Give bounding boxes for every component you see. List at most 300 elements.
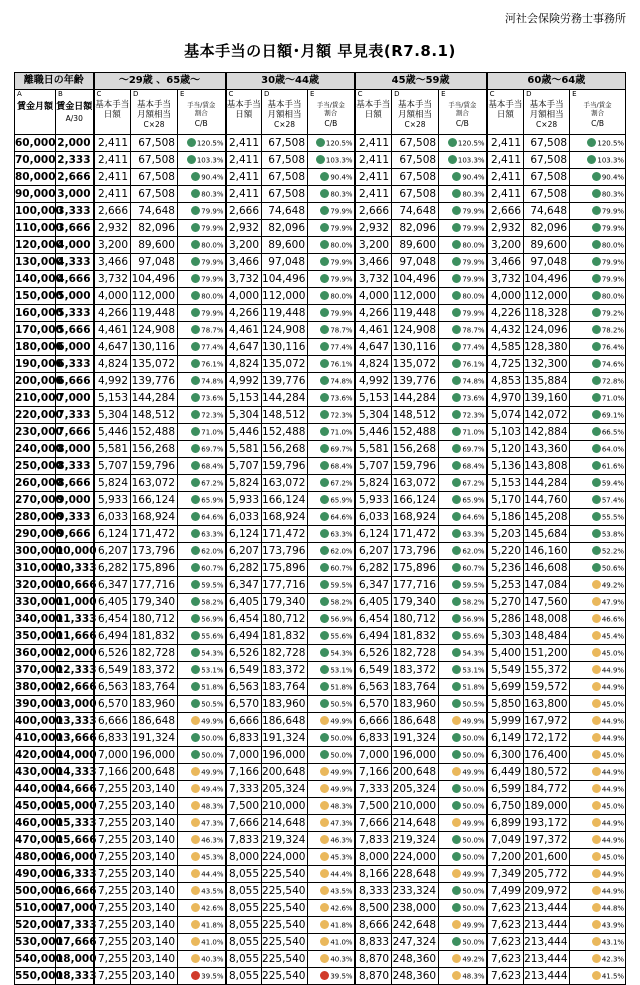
benefit-ratio-cell <box>308 747 355 764</box>
benefit-ratio-cell <box>308 798 355 815</box>
wage-daily: 15,333 <box>56 815 94 832</box>
status-dot-icon <box>320 716 329 725</box>
benefit-ratio-cell <box>178 237 226 254</box>
benefit-monthly: 142,072 <box>524 407 570 424</box>
benefit-ratio-cell <box>308 951 355 968</box>
wage-monthly: 550,000 <box>15 968 56 985</box>
status-dot-icon <box>320 954 329 963</box>
benefit-ratio: 50.0% <box>201 734 224 742</box>
wage-daily: 17,000 <box>56 900 94 917</box>
benefit-ratio: 50.5% <box>201 700 224 708</box>
status-dot-icon <box>191 359 200 368</box>
table-row <box>15 560 626 577</box>
benefit-monthly: 166,124 <box>392 492 439 509</box>
benefit-ratio-cell <box>178 220 226 237</box>
benefit-ratio: 48.3% <box>330 802 353 810</box>
benefit-ratio: 59.5% <box>201 581 224 589</box>
benefit-ratio: 64.6% <box>330 513 353 521</box>
benefit-daily: 7,833 <box>226 832 262 849</box>
benefit-monthly: 181,832 <box>392 628 439 645</box>
benefit-daily: 8,055 <box>226 900 262 917</box>
col-label: 手当/賃金 <box>316 101 345 109</box>
status-dot-icon <box>592 580 601 589</box>
benefit-monthly: 97,048 <box>524 254 570 271</box>
benefit-daily: 5,824 <box>94 475 131 492</box>
benefit-ratio-cell <box>178 815 226 832</box>
benefit-ratio-cell <box>308 390 355 407</box>
wage-monthly: 300,000 <box>15 543 56 560</box>
col-label: 基本手当 <box>529 100 564 110</box>
benefit-ratio-cell <box>570 186 626 203</box>
benefit-monthly: 205,324 <box>262 781 308 798</box>
benefit-ratio: 40.3% <box>330 955 353 963</box>
status-dot-icon <box>320 835 329 844</box>
benefit-ratio-cell <box>308 628 355 645</box>
benefit-ratio-cell <box>439 577 487 594</box>
benefit-ratio-cell <box>308 441 355 458</box>
benefit-daily: 5,136 <box>487 458 524 475</box>
status-dot-icon <box>592 903 601 912</box>
benefit-ratio-cell <box>308 373 355 390</box>
benefit-ratio-cell <box>570 781 626 798</box>
benefit-daily: 2,411 <box>487 169 524 186</box>
benefit-ratio-cell <box>570 305 626 322</box>
status-dot-icon <box>320 597 329 606</box>
benefit-ratio-cell <box>570 628 626 645</box>
benefit-monthly: 144,284 <box>131 390 178 407</box>
benefit-ratio: 41.0% <box>201 938 224 946</box>
status-dot-icon <box>320 818 329 827</box>
benefit-ratio-cell <box>570 798 626 815</box>
status-dot-icon <box>191 478 200 487</box>
status-dot-icon <box>452 495 461 504</box>
wage-monthly: 90,000 <box>15 186 56 203</box>
benefit-monthly: 203,140 <box>131 781 178 798</box>
benefit-ratio: 39.5% <box>330 972 353 980</box>
status-dot-icon <box>191 223 200 232</box>
status-dot-icon <box>191 818 200 827</box>
benefit-monthly: 67,508 <box>262 152 308 169</box>
benefit-daily: 5,186 <box>487 509 524 526</box>
wage-monthly: 540,000 <box>15 951 56 968</box>
benefit-ratio: 79.9% <box>601 224 625 232</box>
benefit-monthly: 148,008 <box>524 611 570 628</box>
benefit-monthly: 183,764 <box>131 679 178 696</box>
benefit-ratio: 43.1% <box>601 938 625 946</box>
col-label: 日額 <box>103 110 121 120</box>
benefit-ratio-cell <box>439 781 487 798</box>
benefit-ratio: 48.3% <box>201 802 224 810</box>
benefit-daily: 6,149 <box>487 730 524 747</box>
benefit-ratio: 80.0% <box>201 292 224 300</box>
status-dot-icon <box>452 359 461 368</box>
benefit-ratio: 60.7% <box>330 564 353 572</box>
status-dot-icon <box>191 631 200 640</box>
benefit-daily: 6,563 <box>94 679 131 696</box>
benefit-daily: 2,932 <box>487 220 524 237</box>
benefit-monthly: 124,908 <box>131 322 178 339</box>
benefit-daily: 4,000 <box>355 288 392 305</box>
benefit-ratio: 78.2% <box>601 326 625 334</box>
benefit-ratio-cell <box>308 866 355 883</box>
status-dot-icon <box>452 920 461 929</box>
benefit-ratio: 120.5% <box>325 139 353 147</box>
benefit-ratio: 46.6% <box>601 615 625 623</box>
benefit-monthly: 74,648 <box>392 203 439 220</box>
status-dot-icon <box>191 614 200 623</box>
status-dot-icon <box>452 716 461 725</box>
wage-daily: 18,000 <box>56 951 94 968</box>
benefit-ratio: 49.9% <box>201 717 224 725</box>
benefit-ratio-cell <box>178 611 226 628</box>
benefit-monthly: 203,140 <box>131 917 178 934</box>
benefit-daily: 5,824 <box>226 475 262 492</box>
benefit-ratio: 77.4% <box>330 343 353 351</box>
status-dot-icon <box>592 835 601 844</box>
benefit-ratio: 57.4% <box>601 496 625 504</box>
benefit-ratio: 66.5% <box>601 428 625 436</box>
benefit-ratio: 59.5% <box>462 581 485 589</box>
benefit-ratio-cell <box>308 220 355 237</box>
benefit-monthly: 145,684 <box>524 526 570 543</box>
col-letter: C <box>228 90 234 98</box>
benefit-daily: 5,581 <box>94 441 131 458</box>
wage-daily: 14,666 <box>56 781 94 798</box>
status-dot-icon <box>320 308 329 317</box>
status-dot-icon <box>191 835 200 844</box>
benefit-ratio: 49.9% <box>201 768 224 776</box>
status-dot-icon <box>191 665 200 674</box>
status-dot-icon <box>592 308 601 317</box>
benefit-daily: 6,454 <box>94 611 131 628</box>
benefit-ratio: 79.9% <box>330 258 353 266</box>
benefit-ratio-cell <box>570 220 626 237</box>
status-dot-icon <box>191 291 200 300</box>
benefit-ratio: 79.9% <box>601 275 625 283</box>
benefit-daily: 7,000 <box>94 747 131 764</box>
benefit-monthly: 143,808 <box>524 458 570 475</box>
benefit-daily: 5,153 <box>94 390 131 407</box>
status-dot-icon <box>592 818 601 827</box>
benefit-ratio-cell <box>570 339 626 356</box>
benefit-monthly: 183,960 <box>262 696 308 713</box>
table-row <box>15 356 626 373</box>
wage-daily: 18,333 <box>56 968 94 985</box>
benefit-monthly: 173,796 <box>392 543 439 560</box>
benefit-ratio-cell <box>570 934 626 951</box>
benefit-ratio-cell <box>570 152 626 169</box>
benefit-ratio-cell <box>178 866 226 883</box>
benefit-ratio-cell <box>439 900 487 917</box>
benefit-table <box>14 72 626 985</box>
wage-daily: 9,333 <box>56 509 94 526</box>
benefit-monthly: 143,360 <box>524 441 570 458</box>
wage-monthly: 390,000 <box>15 696 56 713</box>
benefit-daily: 8,870 <box>355 951 392 968</box>
benefit-monthly: 119,448 <box>392 305 439 322</box>
benefit-daily: 2,411 <box>226 152 262 169</box>
status-dot-icon <box>191 954 200 963</box>
status-dot-icon <box>452 308 461 317</box>
benefit-daily: 4,432 <box>487 322 524 339</box>
benefit-ratio-cell <box>439 441 487 458</box>
col-c-header <box>226 90 262 135</box>
benefit-daily: 6,549 <box>226 662 262 679</box>
status-dot-icon <box>191 172 200 181</box>
benefit-ratio: 80.3% <box>462 190 485 198</box>
benefit-daily: 6,599 <box>487 781 524 798</box>
status-dot-icon <box>320 903 329 912</box>
wage-monthly: 190,000 <box>15 356 56 373</box>
benefit-ratio: 44.4% <box>330 870 353 878</box>
benefit-ratio: 44.9% <box>601 666 625 674</box>
benefit-ratio-cell <box>570 288 626 305</box>
benefit-monthly: 156,268 <box>392 441 439 458</box>
table-row <box>15 288 626 305</box>
benefit-ratio: 43.5% <box>330 887 353 895</box>
benefit-ratio: 42.6% <box>201 904 224 912</box>
benefit-ratio: 80.0% <box>462 241 485 249</box>
benefit-monthly: 183,960 <box>392 696 439 713</box>
benefit-ratio: 74.8% <box>330 377 353 385</box>
benefit-daily: 6,124 <box>226 526 262 543</box>
benefit-daily: 6,494 <box>94 628 131 645</box>
benefit-daily: 4,824 <box>226 356 262 373</box>
benefit-monthly: 74,648 <box>131 203 178 220</box>
status-dot-icon <box>191 529 200 538</box>
status-dot-icon <box>191 699 200 708</box>
benefit-daily: 7,623 <box>487 968 524 985</box>
benefit-ratio: 90.4% <box>201 173 224 181</box>
benefit-ratio: 72.8% <box>601 377 625 385</box>
benefit-daily: 3,466 <box>355 254 392 271</box>
benefit-ratio: 67.2% <box>201 479 224 487</box>
benefit-daily: 7,833 <box>355 832 392 849</box>
benefit-monthly: 186,648 <box>392 713 439 730</box>
benefit-daily: 3,732 <box>226 271 262 288</box>
benefit-daily: 6,449 <box>487 764 524 781</box>
wage-daily: 12,000 <box>56 645 94 662</box>
wage-daily: 15,666 <box>56 832 94 849</box>
wage-daily: 2,666 <box>56 169 94 186</box>
benefit-ratio: 45.0% <box>601 751 625 759</box>
status-dot-icon <box>452 274 461 283</box>
wage-monthly: 120,000 <box>15 237 56 254</box>
benefit-monthly: 200,648 <box>131 764 178 781</box>
wage-monthly: 360,000 <box>15 645 56 662</box>
wage-monthly: 280,000 <box>15 509 56 526</box>
benefit-ratio: 103.3% <box>597 156 625 164</box>
benefit-ratio: 72.3% <box>462 411 485 419</box>
table-row <box>15 815 626 832</box>
benefit-ratio-cell <box>570 917 626 934</box>
status-dot-icon <box>191 512 200 521</box>
benefit-monthly: 247,324 <box>392 934 439 951</box>
benefit-daily: 2,411 <box>487 152 524 169</box>
benefit-ratio: 50.0% <box>462 887 485 895</box>
benefit-daily: 5,446 <box>226 424 262 441</box>
table-row <box>15 917 626 934</box>
benefit-ratio: 69.1% <box>601 411 625 419</box>
benefit-ratio-cell <box>570 900 626 917</box>
benefit-ratio-cell <box>570 594 626 611</box>
status-dot-icon <box>320 614 329 623</box>
benefit-ratio-cell <box>439 237 487 254</box>
benefit-daily: 5,581 <box>355 441 392 458</box>
status-dot-icon <box>320 971 329 980</box>
benefit-ratio: 44.9% <box>601 717 625 725</box>
status-dot-icon <box>191 648 200 657</box>
benefit-ratio-cell <box>308 424 355 441</box>
benefit-monthly: 142,884 <box>524 424 570 441</box>
benefit-ratio-cell <box>178 373 226 390</box>
benefit-daily: 7,623 <box>487 917 524 934</box>
benefit-monthly: 213,444 <box>524 900 570 917</box>
wage-monthly: 150,000 <box>15 288 56 305</box>
status-dot-icon <box>191 903 200 912</box>
col-letter: E <box>441 90 446 98</box>
benefit-ratio-cell <box>178 509 226 526</box>
benefit-monthly: 67,508 <box>392 135 439 152</box>
wage-daily: 7,333 <box>56 407 94 424</box>
benefit-monthly: 225,540 <box>262 883 308 900</box>
wage-monthly: 180,000 <box>15 339 56 356</box>
benefit-daily: 4,461 <box>94 322 131 339</box>
wage-daily: 2,333 <box>56 152 94 169</box>
benefit-ratio: 50.0% <box>201 751 224 759</box>
status-dot-icon <box>448 138 457 147</box>
benefit-daily: 3,732 <box>94 271 131 288</box>
status-dot-icon <box>191 716 200 725</box>
status-dot-icon <box>191 597 200 606</box>
status-dot-icon <box>191 257 200 266</box>
col-label: 基本手当 <box>136 100 171 110</box>
status-dot-icon <box>592 172 601 181</box>
status-dot-icon <box>592 478 601 487</box>
benefit-daily: 2,932 <box>94 220 131 237</box>
col-formula: C/B <box>591 119 605 128</box>
status-dot-icon <box>187 138 196 147</box>
col-letter: E <box>180 90 185 98</box>
status-dot-icon <box>587 155 596 164</box>
benefit-ratio: 79.9% <box>330 207 353 215</box>
benefit-ratio: 54.3% <box>201 649 224 657</box>
col-letter: E <box>310 90 315 98</box>
table-row <box>15 832 626 849</box>
wage-monthly: 170,000 <box>15 322 56 339</box>
benefit-daily: 4,266 <box>355 305 392 322</box>
benefit-monthly: 145,208 <box>524 509 570 526</box>
benefit-daily: 6,033 <box>355 509 392 526</box>
status-dot-icon <box>452 240 461 249</box>
benefit-monthly: 171,472 <box>392 526 439 543</box>
benefit-ratio-cell <box>439 594 487 611</box>
wage-daily: 6,666 <box>56 373 94 390</box>
benefit-ratio: 48.3% <box>462 972 485 980</box>
benefit-monthly: 89,600 <box>262 237 308 254</box>
benefit-monthly: 183,372 <box>392 662 439 679</box>
benefit-ratio: 58.2% <box>330 598 353 606</box>
benefit-ratio-cell <box>439 203 487 220</box>
benefit-monthly: 175,896 <box>392 560 439 577</box>
benefit-daily: 6,494 <box>355 628 392 645</box>
benefit-ratio-cell <box>570 951 626 968</box>
benefit-monthly: 200,648 <box>262 764 308 781</box>
benefit-ratio-cell <box>308 526 355 543</box>
benefit-daily: 5,120 <box>487 441 524 458</box>
benefit-monthly: 124,096 <box>524 322 570 339</box>
status-dot-icon <box>191 410 200 419</box>
benefit-monthly: 203,140 <box>131 866 178 883</box>
benefit-ratio-cell <box>178 764 226 781</box>
status-dot-icon <box>592 427 601 436</box>
benefit-ratio-cell <box>308 730 355 747</box>
benefit-ratio-cell <box>308 186 355 203</box>
benefit-monthly: 182,728 <box>392 645 439 662</box>
table-row <box>15 339 626 356</box>
benefit-ratio-cell <box>439 883 487 900</box>
benefit-ratio-cell <box>178 135 226 152</box>
benefit-daily: 2,411 <box>94 186 131 203</box>
benefit-monthly: 152,488 <box>392 424 439 441</box>
benefit-daily: 8,166 <box>355 866 392 883</box>
benefit-ratio-cell <box>308 356 355 373</box>
wage-daily: 7,000 <box>56 390 94 407</box>
benefit-monthly: 104,496 <box>392 271 439 288</box>
benefit-daily: 6,282 <box>94 560 131 577</box>
benefit-ratio-cell <box>570 424 626 441</box>
benefit-daily: 4,000 <box>487 288 524 305</box>
benefit-monthly: 179,340 <box>392 594 439 611</box>
status-dot-icon <box>191 801 200 810</box>
benefit-ratio-cell <box>308 322 355 339</box>
col-c-header <box>94 90 131 135</box>
benefit-monthly: 119,448 <box>262 305 308 322</box>
benefit-ratio: 50.5% <box>330 700 353 708</box>
benefit-daily: 8,000 <box>226 849 262 866</box>
benefit-daily: 2,411 <box>487 135 524 152</box>
status-dot-icon <box>320 478 329 487</box>
benefit-monthly: 177,716 <box>392 577 439 594</box>
benefit-daily: 5,153 <box>226 390 262 407</box>
benefit-daily: 6,570 <box>226 696 262 713</box>
benefit-daily: 6,124 <box>94 526 131 543</box>
benefit-ratio: 49.9% <box>462 768 485 776</box>
benefit-monthly: 219,324 <box>262 832 308 849</box>
status-dot-icon <box>452 206 461 215</box>
benefit-ratio-cell <box>570 747 626 764</box>
wage-monthly: 100,000 <box>15 203 56 220</box>
benefit-daily: 6,282 <box>226 560 262 577</box>
table-row <box>15 628 626 645</box>
benefit-monthly: 67,508 <box>524 186 570 203</box>
benefit-daily: 5,549 <box>487 662 524 679</box>
benefit-ratio-cell <box>178 628 226 645</box>
benefit-ratio: 60.7% <box>462 564 485 572</box>
benefit-daily: 7,255 <box>94 815 131 832</box>
benefit-daily: 7,255 <box>94 832 131 849</box>
benefit-ratio-cell <box>439 220 487 237</box>
benefit-monthly: 163,800 <box>524 696 570 713</box>
benefit-ratio-cell <box>439 186 487 203</box>
benefit-ratio-cell <box>439 271 487 288</box>
benefit-ratio-cell <box>570 475 626 492</box>
benefit-monthly: 186,648 <box>131 713 178 730</box>
status-dot-icon <box>452 427 461 436</box>
wage-daily: 11,000 <box>56 594 94 611</box>
col-label: 手当/賃金 <box>187 101 216 109</box>
benefit-ratio: 50.0% <box>462 904 485 912</box>
